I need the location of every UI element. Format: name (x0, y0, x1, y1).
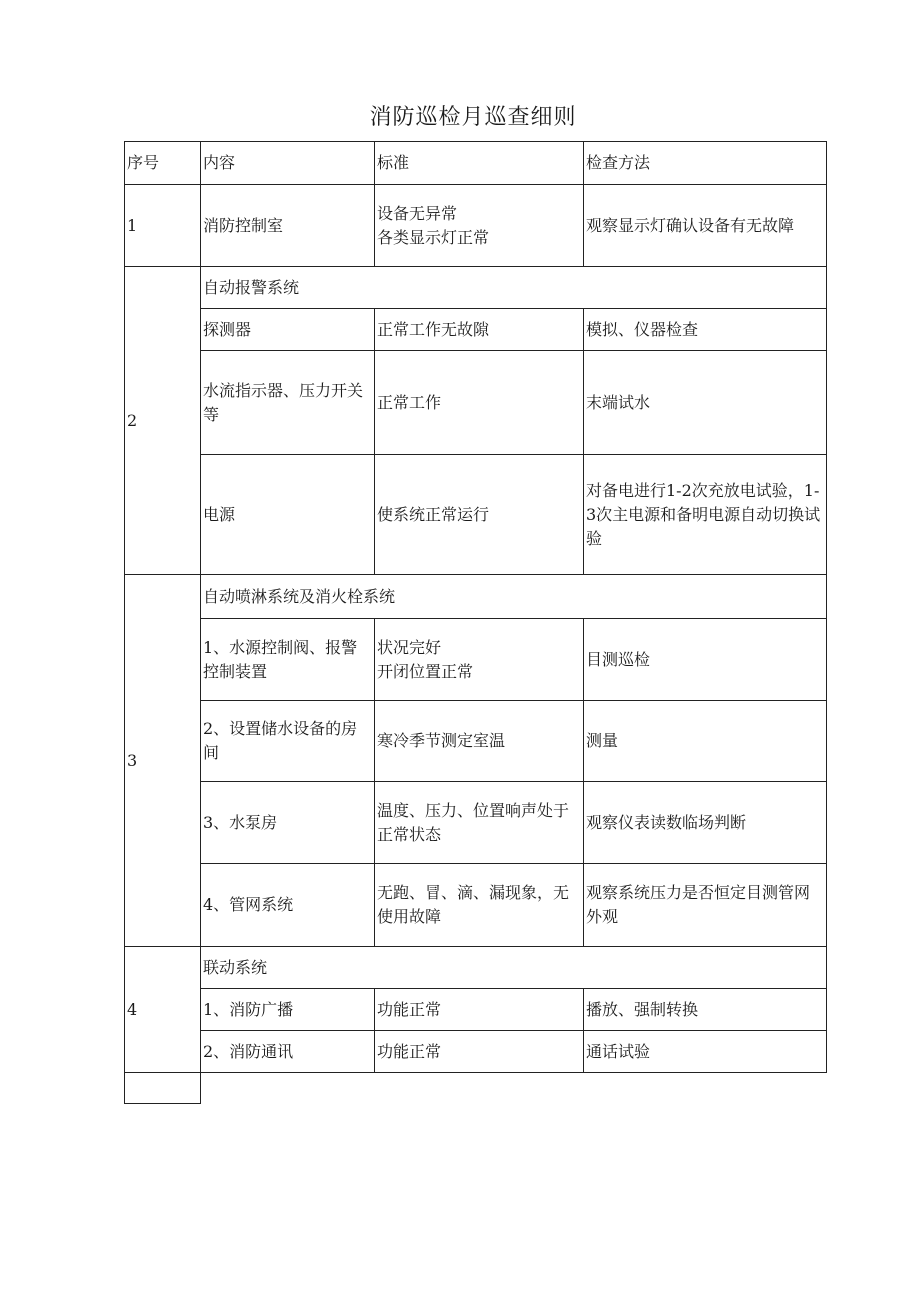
row-content: 1、消防广播 (201, 989, 375, 1031)
row-content: 电源 (201, 455, 375, 575)
table-row (125, 1031, 827, 1073)
row-content: 3、水泵房 (201, 782, 375, 864)
section-row (125, 267, 827, 309)
row-method: 播放、强制转换 (584, 989, 827, 1031)
row-content: 水流指示器、压力开关等 (201, 351, 375, 455)
row-method: 末端试水 (584, 351, 827, 455)
row-standard: 功能正常 (375, 1031, 584, 1073)
table-row (125, 701, 827, 782)
row-method: 观察仪表读数临场判断 (584, 782, 827, 864)
row-method: 观察显示灯确认设备有无故障 (584, 185, 827, 267)
row-standard: 温度、压力、位置响声处于正常状态 (375, 782, 584, 864)
section-title: 自动喷淋系统及消火栓系统 (201, 575, 827, 619)
header-standard: 标准 (375, 142, 584, 185)
row-method: 对备电进行1-2次充放电试验，1-3次主电源和备明电源自动切换试验 (584, 455, 827, 575)
row-number: 4 (125, 947, 201, 1073)
table-row (125, 619, 827, 701)
row-method: 观察系统压力是否恒定目测管网外观 (584, 864, 827, 947)
section-title: 联动系统 (201, 947, 827, 989)
row-standard: 功能正常 (375, 989, 584, 1031)
row-method: 测量 (584, 701, 827, 782)
row-method: 通话试验 (584, 1031, 827, 1073)
header-seq: 序号 (125, 142, 201, 185)
row-method: 目测巡检 (584, 619, 827, 701)
table-header-row (125, 142, 827, 185)
table-row (125, 455, 827, 575)
row-standard: 设备无异常 各类显示灯正常 (375, 185, 584, 267)
row-standard: 正常工作无故隙 (375, 309, 584, 351)
table-row (125, 989, 827, 1031)
row-content: 1、水源控制阀、报警控制装置 (201, 619, 375, 701)
row-standard: 寒冷季节测定室温 (375, 701, 584, 782)
table-row (125, 782, 827, 864)
row-number: 3 (125, 575, 201, 947)
table-row (125, 864, 827, 947)
row-content: 2、设置储水设备的房间 (201, 701, 375, 782)
table-row (125, 309, 827, 351)
row-standard: 状况完好 开闭位置正常 (375, 619, 584, 701)
header-content: 内容 (201, 142, 375, 185)
row-number: 1 (125, 185, 201, 267)
row-content: 消防控制室 (201, 185, 375, 267)
row-content: 探测器 (201, 309, 375, 351)
page-title: 消防巡检月巡查细则 (369, 105, 577, 130)
row-standard: 使系统正常运行 (375, 455, 584, 575)
header-method: 检查方法 (584, 142, 827, 185)
row-standard: 无跑、冒、滴、漏现象，无使用故障 (375, 864, 584, 947)
section-row (125, 947, 827, 989)
section-title: 自动报警系统 (201, 267, 827, 309)
row-content: 2、消防通讯 (201, 1031, 375, 1073)
row-content: 4、管网系统 (201, 864, 375, 947)
row-method: 模拟、仪器检查 (584, 309, 827, 351)
section-row (125, 575, 827, 619)
table-row (125, 1073, 827, 1104)
table-row (125, 351, 827, 455)
row-number: 2 (125, 267, 201, 575)
row-standard: 正常工作 (375, 351, 584, 455)
empty-number-cell (125, 1073, 201, 1104)
inspection-table (124, 141, 827, 1104)
table-row (125, 185, 827, 267)
